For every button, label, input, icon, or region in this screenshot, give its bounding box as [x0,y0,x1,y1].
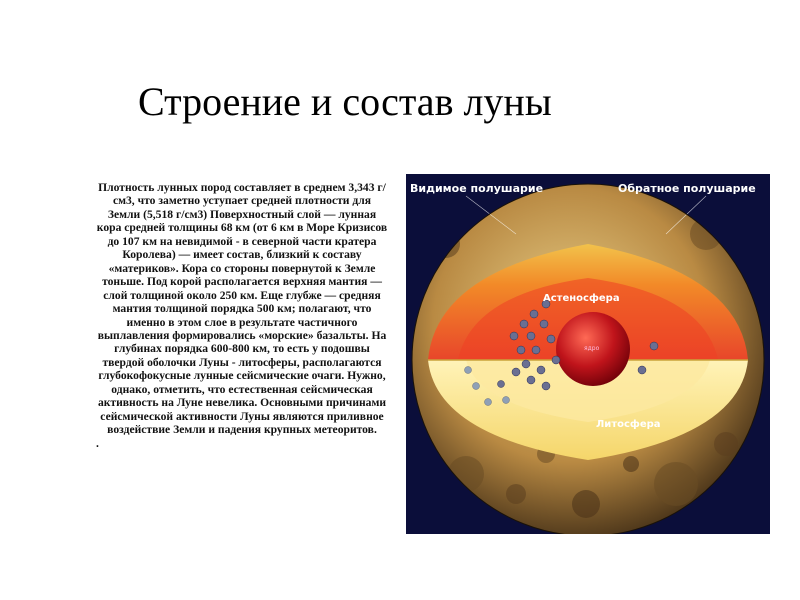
moon-cross-section-image [406,174,770,534]
body-text [96,181,388,450]
lithosphere-label: Литосфера [596,419,661,430]
trailing-mark: . [96,436,99,450]
asthenosphere-label: Астеносфера [543,293,620,304]
core-label: ядро [584,345,600,352]
visible-hemisphere-label: Видимое полушарие [410,182,544,195]
body-paragraph: Плотность лунных пород составляет в среднем 3,343 г/см3, что заметно уступает средней плотности для Земли (5,518 г/см3) Поверхностный слой — лунная кора средней толщины 68 км (от 6 км в Море Кризисов до 107 км на невидимой - в северной части кратера Королева) — имеет состав, близкий к составу «материков». Кора со стороны повернутой к Земле тоньше. Под корой располагается верхняя мантия — слой толщиной около 250 км. Еще глубже — средняя мантия толщиной порядка 500 км; полагают, что именно в этом слое в результате частичного выплавления формировались «морские» базальты. На глубинах порядка 600-800 км, то есть у подошвы твердой оболочки Луны - литосферы, располагаются глубокофокусные лунные сейсмические очаги. Нужно, однако, отметить, что естественная сейсмическая активность на Луне невелика. Основными причинами сейсмической активности Луны являются приливное воздействие Земли и падения крупных метеоритов. [96,181,388,437]
moon-structure-figure [406,174,770,534]
far-hemisphere-label: Обратное полушарие [618,182,756,195]
slide-title: Строение и состав луны [138,79,552,124]
